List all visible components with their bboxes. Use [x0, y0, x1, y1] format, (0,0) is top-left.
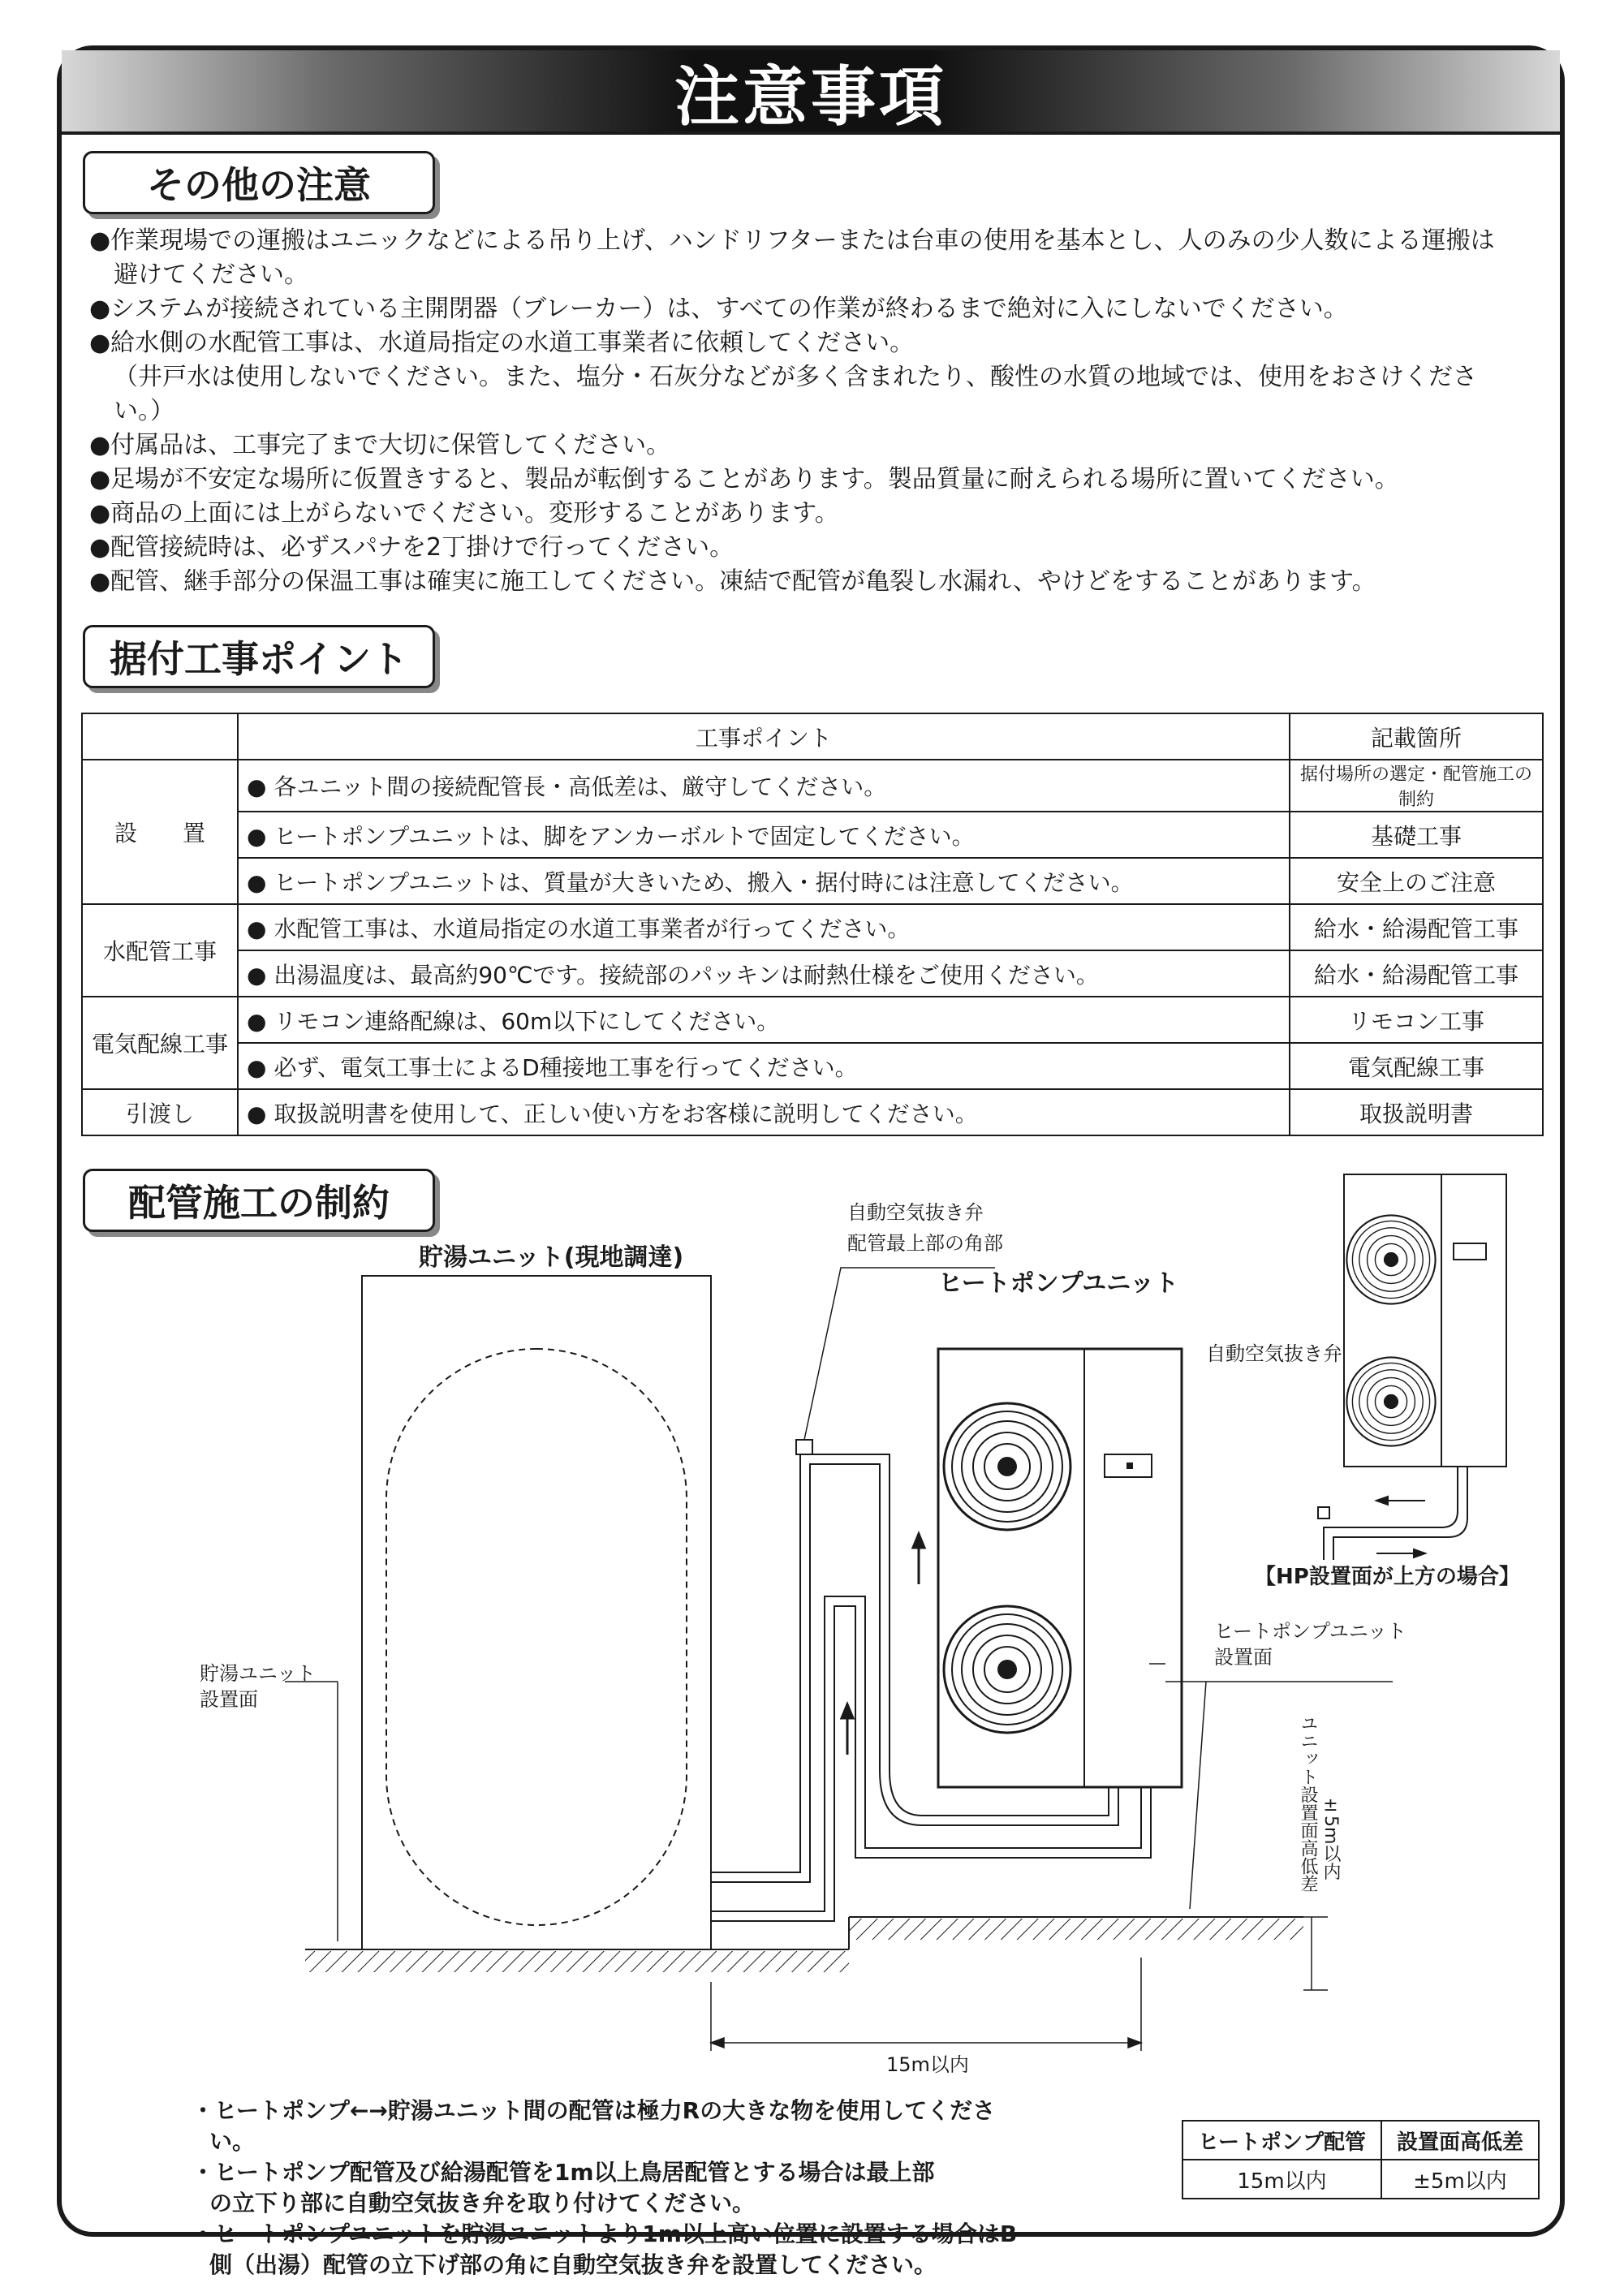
note-item: ●配管接続時は、必ずスパナを2丁掛けで行ってください。 — [89, 533, 734, 562]
note-item: ●足場が不安定な場所に仮置きすると、製品が転倒することがあります。製品質量に耐えられる場所に置いてください。 — [89, 465, 1399, 493]
note-item: ●システムが接続されている主開閉器（ブレーカー）は、すべての作業が終わるまで絶対に入にしないでください。 — [89, 295, 1348, 323]
ground-lines — [305, 1917, 1303, 1972]
air-valve-side-label: 自動空気抜き弁 — [1206, 1342, 1342, 1365]
height-diff-label: ユニット設置面高低差 — [1298, 1714, 1318, 1893]
tank-surface-label-1: 貯湯ユニット — [200, 1662, 317, 1685]
summary-table — [1182, 2120, 1540, 2199]
note-item: ●配管、継手部分の保温工事は確実に施工してください。凍結で配管が亀裂し水漏れ、やけどをすることがあります。 — [89, 567, 1376, 596]
hp-surface-label-2: 設置面 — [1214, 1646, 1273, 1669]
piping-note: ・ヒートポンプ配管及び給湯配管を1m以上鳥居配管とする場合は最上部の立下り部に自動空気抜き弁を取り付けてください。 — [192, 2159, 935, 2216]
summary-value-height: ±5m以内 — [1381, 2160, 1539, 2199]
page-title: 注意事項 — [674, 58, 947, 135]
height-limit-label: ±5m以内 — [1320, 1795, 1341, 1880]
category-cell: 引渡し — [82, 1089, 238, 1135]
page-frame — [57, 45, 1565, 2278]
section-heading-points: 据付工事ポイント — [83, 625, 435, 688]
heat-pump-unit-label: ヒートポンプユニット — [938, 1269, 1179, 1298]
note-item: ●作業現場での運搬はユニックなどによる吊り上げ、ハンドリフターまたは台車の使用を基本とし、人のみの少人数による運搬は避けてください。 — [89, 226, 1495, 289]
location-cell: 電気配線工事 — [1290, 1043, 1543, 1089]
note-item: ●商品の上面には上がらないでください。変形することがあります。 — [89, 499, 839, 528]
location-cell: 給水・給湯配管工事 — [1290, 904, 1543, 950]
dimension-lines — [711, 1917, 1328, 2051]
pipes — [711, 1440, 1151, 1921]
other-notes-list — [89, 224, 1518, 599]
table-row — [82, 1089, 1543, 1135]
table-row — [82, 950, 1543, 997]
length-limit-label: 15m以内 — [886, 2053, 969, 2076]
hp-surface-label-1: ヒートポンプユニット — [1214, 1620, 1406, 1643]
table-row — [82, 858, 1543, 904]
points-table — [81, 713, 1544, 1136]
hp-above-case-graphic — [1318, 1174, 1506, 1560]
section-heading-other: その他の注意 — [83, 151, 435, 214]
note-sub: （井戸水は使用しないでください。また、塩分・石灰分などが多く含まれたり、酸性の水質の地域では、使用をおさけください。） — [114, 363, 1477, 425]
location-cell: 据付場所の選定・配管施工の制約 — [1290, 760, 1543, 812]
summary-header-piping: ヒートポンプ配管 — [1182, 2121, 1381, 2160]
hp-above-case-label: 【HP設置面が上方の場合】 — [1255, 1565, 1520, 1589]
category-cell: 設 置 — [82, 760, 238, 904]
point-cell: ● ヒートポンプユニットは、質量が大きいため、搬入・据付時には注意してください。 — [238, 858, 1290, 904]
section-heading-piping: 配管施工の制約 — [83, 1169, 435, 1232]
piping-note: ・ヒートポンプ←→貯湯ユニット間の配管は極力Rの大きな物を使用してください。 — [192, 2097, 996, 2155]
location-cell: 給水・給湯配管工事 — [1290, 950, 1543, 997]
location-cell: リモコン工事 — [1290, 997, 1543, 1043]
point-cell: ● 取扱説明書を使用して、正しい使い方をお客様に説明してください。 — [238, 1089, 1290, 1135]
piping-note: ・ヒートポンプユニットを貯湯ユニットより1m以上高い位置に設置する場合はB側（出湯）配管の立下げ部の角に自動空気抜き弁を設置してください。 — [192, 2221, 1018, 2278]
air-valve-label: 自動空気抜き弁 — [847, 1201, 984, 1224]
category-cell: 電気配線工事 — [82, 997, 238, 1089]
point-cell: ● 水配管工事は、水道局指定の水道工事業者が行ってください。 — [238, 904, 1290, 950]
table-row — [82, 760, 1543, 812]
location-cell: 基礎工事 — [1290, 812, 1543, 858]
note-item: ●給水側の水配管工事は、水道局指定の水道工事業者に依頼してください。 — [89, 329, 915, 357]
table-row — [82, 1043, 1543, 1089]
point-cell: ● リモコン連絡配線は、60m以下にしてください。 — [238, 997, 1290, 1043]
heat-pump-graphic — [938, 1349, 1182, 1787]
point-cell: ● 必ず、電気工事士によるD種接地工事を行ってください。 — [238, 1043, 1290, 1089]
header-point: 工事ポイント — [238, 713, 1290, 760]
category-cell: 水配管工事 — [82, 904, 238, 997]
flow-arrows — [842, 1534, 924, 1755]
leader-lines — [285, 1268, 1393, 1941]
point-cell: ● 出湯温度は、最高約90℃です。接続部のパッキンは耐熱仕様をご使用ください。 — [238, 950, 1290, 997]
point-cell: ● ヒートポンプユニットは、脚をアンカーボルトで固定してください。 — [238, 812, 1290, 858]
table-row — [82, 997, 1543, 1043]
header-empty — [82, 713, 238, 760]
tank-surface-label-2: 設置面 — [200, 1688, 258, 1711]
table-row — [82, 812, 1543, 858]
tank-unit-graphic — [362, 1276, 711, 1949]
tank-unit-label: 貯湯ユニット(現地調達) — [419, 1243, 684, 1272]
header-location: 記載箇所 — [1290, 713, 1543, 760]
point-cell: ● 各ユニット間の接続配管長・高低差は、厳守してください。 — [238, 760, 1290, 812]
air-valve-note: 配管最上部の角部 — [847, 1232, 1003, 1255]
summary-header-height: 設置面高低差 — [1381, 2121, 1539, 2160]
summary-value-piping: 15m以内 — [1182, 2160, 1381, 2199]
table-row — [82, 904, 1543, 950]
title-bar — [62, 50, 1560, 135]
location-cell: 取扱説明書 — [1290, 1089, 1543, 1135]
location-cell: 安全上のご注意 — [1290, 858, 1543, 904]
piping-notes — [192, 2096, 1037, 2281]
note-item: ●付属品は、工事完了まで大切に保管してください。 — [89, 431, 671, 459]
